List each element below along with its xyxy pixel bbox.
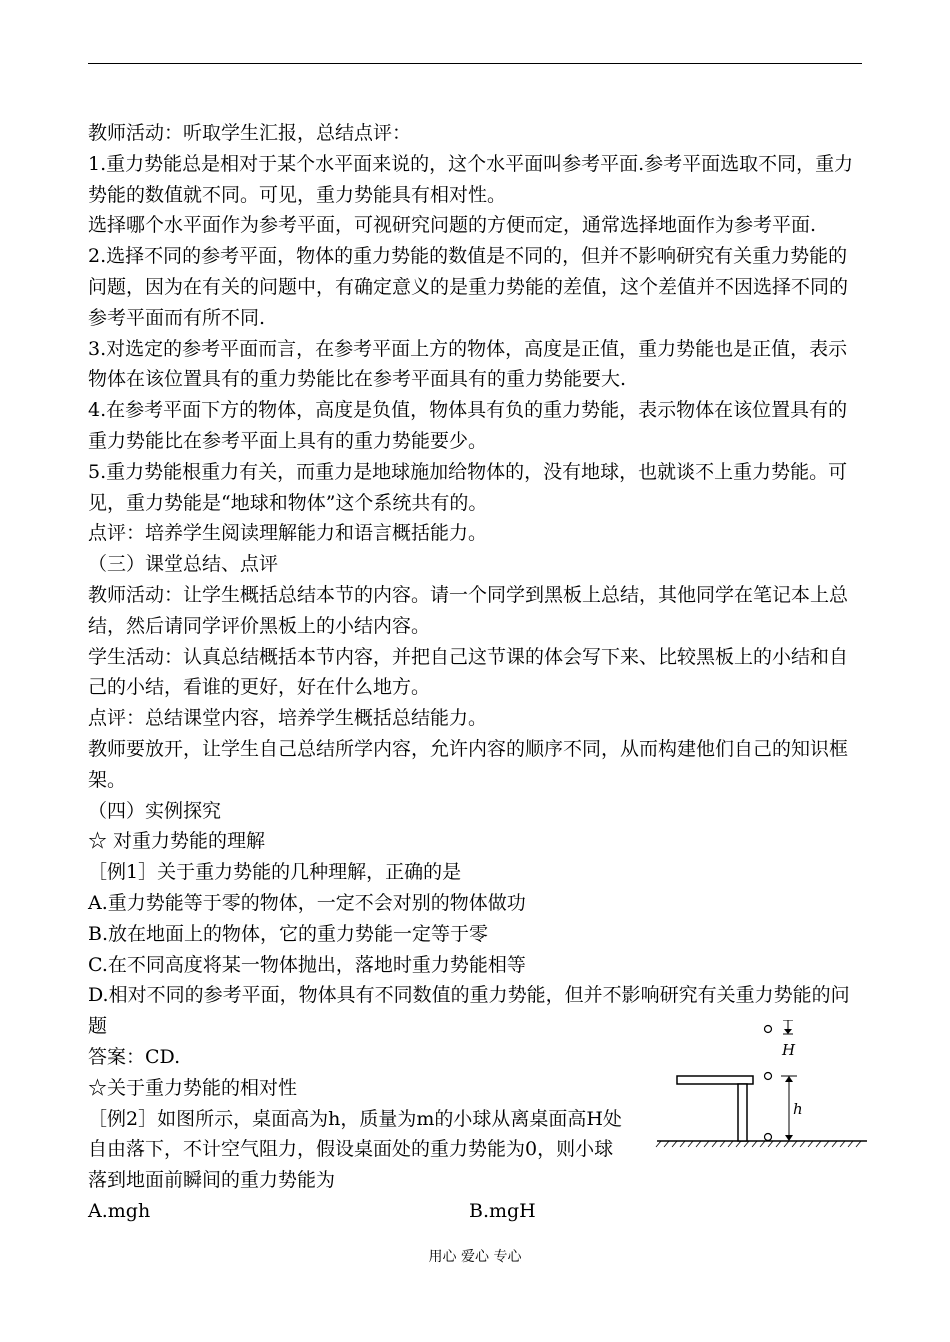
example-question: ［例2］如图所示，桌面高为h，质量为m的小球从离桌面高H处自由落下，不计空气阻力，假设桌面处的重力势能为0，则小球落到地面前瞬间的重力势能为 [88, 1107, 622, 1192]
paragraph: 3.对选定的参考平面而言，在参考平面上方的物体，高度是正值，重力势能也是正值，表示物体在该位置具有的重力势能比在参考平面具有的重力势能要大. [88, 337, 848, 391]
ball-ground [765, 1134, 772, 1141]
paragraph: 教师要放开，让学生自己总结所学内容，允许内容的顺序不同，从而构建他们自己的知识框架。 [88, 737, 849, 791]
option: C.在不同高度将某一物体抛出，落地时重力势能相等 [88, 953, 526, 976]
table-top [677, 1076, 753, 1084]
option: B.放在地面上的物体，它的重力势能一定等于零 [88, 922, 489, 945]
options-row [88, 1196, 864, 1227]
ground-hatching [656, 1141, 861, 1147]
option-a: A.mgh [88, 1199, 151, 1222]
answer: 答案：CD. [88, 1045, 181, 1068]
paragraph: 选择哪个水平面作为参考平面，可视研究问题的方便而定，通常选择地面作为参考平面. [88, 214, 817, 237]
section-heading: （四）实例探究 [88, 799, 222, 822]
section-heading: （三）课堂总结、点评 [88, 553, 279, 576]
option: A.重力势能等于零的物体，一定不会对别的物体做功 [88, 891, 526, 914]
subheading: ☆关于重力势能的相对性 [88, 1076, 298, 1099]
arrowhead [784, 1029, 792, 1034]
option-b: B.mgH [469, 1199, 536, 1222]
header-rule [88, 63, 862, 64]
paragraph: 1.重力势能总是相对于某个水平面来说的，这个水平面叫参考平面.参考平面选取不同，重力势能的数值就不同。可见，重力势能具有相对性。 [88, 152, 854, 206]
paragraph: 教师活动：让学生概括总结本节的内容。请一个同学到黑板上总结，其他同学在笔记本上总结，然后请同学评价黑板上的小结内容。 [88, 583, 849, 637]
label-H: H [782, 1041, 796, 1059]
subheading: ☆ 对重力势能的理解 [88, 830, 266, 853]
paragraph: 4.在参考平面下方的物体，高度是负值，物体具有负的重力势能，表示物体在该位置具有的重力势能比在参考平面上具有的重力势能要少。 [88, 399, 848, 452]
paragraph: 点评：培养学生阅读理解能力和语言概括能力。 [88, 522, 488, 545]
paragraph: 点评：总结课堂内容，培养学生概括总结能力。 [88, 707, 488, 730]
paragraph: 教师活动：听取学生汇报，总结点评： [88, 122, 412, 144]
table-leg [738, 1084, 747, 1141]
arrowhead [785, 1076, 793, 1082]
paragraph: 学生活动：认真总结概括本节内容，并把自己这节课的体会写下来、比较黑板上的小结和自己的小结，看谁的更好，好在什么地方。 [88, 645, 849, 699]
paragraph: 2.选择不同的参考平面，物体的重力势能的数值是不同的，但并不影响研究有关重力势能的问题，因为在有关的问题中，有确定意义的是重力势能的差值，这个差值并不因选择不同的参考平面而有所不同. [88, 245, 849, 329]
ball-table-level [765, 1073, 772, 1080]
arrowhead [785, 1135, 793, 1141]
option: D.相对不同的参考平面，物体具有不同数值的重力势能，但并不影响研究有关重力势能的问题 [88, 984, 850, 1038]
ball-top [765, 1026, 772, 1033]
example-question: ［例1］关于重力势能的几种理解，正确的是 [88, 861, 462, 884]
paragraph: 5.重力势能根重力有关，而重力是地球施加给物体的，没有地球，也就谈不上重力势能。可见，重力势能是“地球和物体”这个系统共有的。 [88, 460, 848, 514]
page-footer: 用心 爱心 专心 [428, 1249, 522, 1265]
table-ball-diagram [655, 1020, 870, 1155]
label-h: h [793, 1100, 803, 1118]
